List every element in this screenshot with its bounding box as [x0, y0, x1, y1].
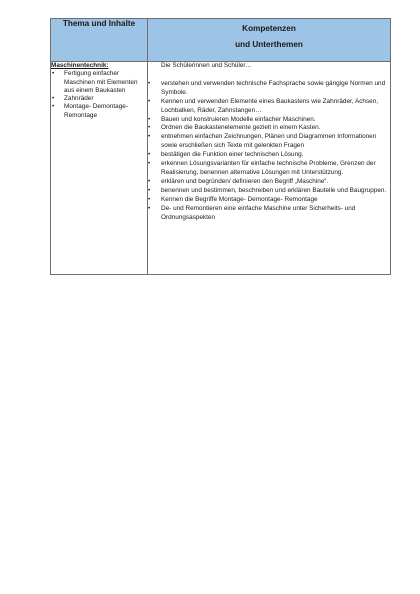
list-item: • verstehen und verwenden technische Fachsprache sowie gängige Normen und Symbole.	[148, 80, 390, 98]
list-item: • Zahnräder	[51, 95, 147, 103]
list-item: • entnehmen einfachen Zeichnungen, Plänen und Diagrammen Informationen sowie erschließen sich Texte mit gelenkten Fragen	[148, 133, 390, 151]
header-topic-label: Thema und Inhalte	[62, 19, 136, 28]
list-item: • erkennen Lösungsvarianten für einfache technische Probleme, Grenzen der Realisierung, benennen alternative Lösungen mit Unterstützung.	[148, 160, 390, 178]
table-row	[51, 62, 391, 275]
list-item: • bestätigen die Funktion einer technischen Lösung.	[148, 151, 390, 160]
header-competence-label: Kompetenzen	[242, 24, 296, 33]
list-item: • Kennen die Begriffe Montage- Demontage- Remontage	[148, 196, 390, 205]
list-item: • Kennen und verwenden Elemente eines Baukastens wie Zahnräder, Achsen, Lochbalken, Räder, Zahnstangen…	[148, 98, 390, 116]
header-subtopic-label: und Unterthemen	[235, 40, 303, 49]
topic-cell	[51, 62, 148, 275]
competence-cell	[148, 62, 391, 275]
list-item: • Ordnen die Baukastenelemente gezielt in einem Kasten.	[148, 124, 390, 133]
header-competence-cell	[148, 19, 391, 62]
header-topic-cell	[51, 19, 148, 62]
competence-list	[148, 80, 390, 223]
list-item: • benennen und bestimmen, beschreiben und erklären Bauteile und Baugruppen.	[148, 187, 390, 196]
curriculum-table	[50, 18, 391, 275]
list-item: • Bauen und konstruieren Modelle einfacher Maschinen.	[148, 116, 390, 125]
competence-intro: Die Schülerinnen und Schüler…	[161, 62, 252, 69]
list-item: • Montage- Demontage- Remontage	[51, 103, 147, 120]
list-item: • Fertigung einfacher Maschinen mit Elementen aus einem Baukasten	[51, 70, 147, 95]
list-item: • erklären und begründen/ definieren den Begriff „Maschine“.	[148, 178, 390, 187]
topic-list	[51, 70, 147, 120]
topic-title: Maschinentechnik:	[51, 62, 109, 69]
table-header-row	[51, 19, 391, 62]
list-item: • De- und Remontieren eine einfache Maschine unter Sicherheits- und Ordnungsaspekten	[148, 205, 390, 223]
